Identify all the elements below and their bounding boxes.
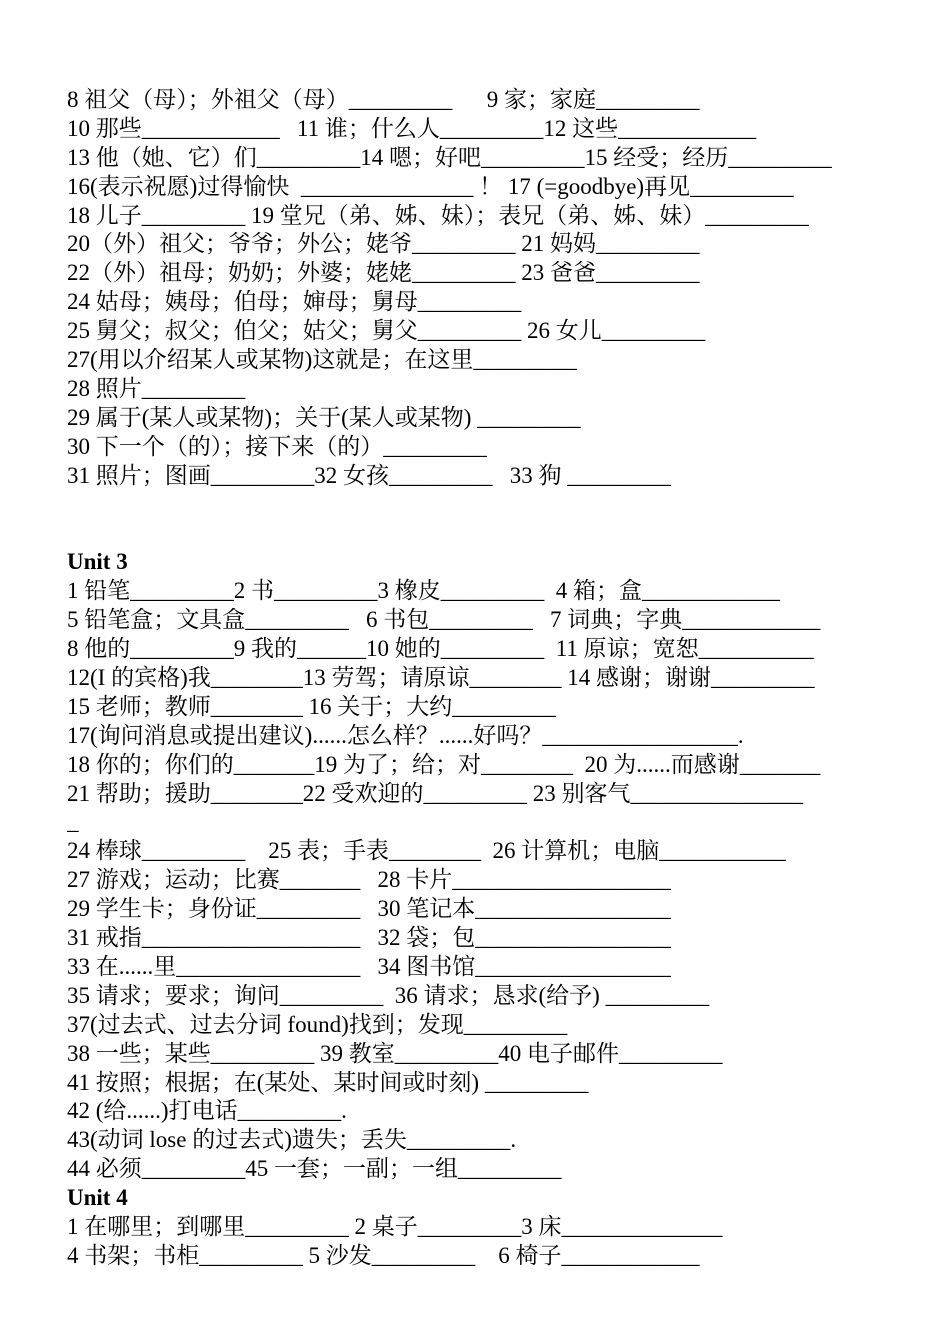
vocabulary-list-unit-2 [67,86,897,490]
vocab-line: 8 他的_________9 我的______10 她的_________ 11 原谅；宽恕__________ [67,636,814,662]
vocab-line: 27 游戏；运动；比赛_______ 28 卡片___________________ [67,867,671,893]
vocab-line: 44 必须_________45 一套；一副；一组_________ [67,1156,562,1182]
vocab-line: 16(表示祝愿)过得愉快 _______________ ！ 17 (=goodbye)再见_________ [67,173,794,199]
vocab-line: 13 他（她、它）们_________14 嗯；好吧_________15 经受；经历_________ [67,144,832,170]
vocab-line: 24 姑母；姨母；伯母；婶母；舅母_________ [67,289,522,315]
vocab-line: 25 舅父；叔父；伯父；姑父；舅父_________ 26 女儿_________ [67,318,706,344]
vocab-line: 41 按照；根据；在(某处、某时间或时刻) _________ [67,1069,589,1095]
vocab-line: 17(询问消息或提出建议)......怎么样？......好吗？_________________. [67,722,744,748]
vocab-line: 38 一些；某些_________ 39 教室_________40 电子邮件_________ [67,1040,723,1066]
vocab-line: 12(I 的宾格)我________13 劳驾；请原谅________ 14 感谢；谢谢_________ [67,665,815,691]
unit-4-heading: Unit 4 [67,1185,128,1211]
vocab-line: 43(动词 lose 的过去式)遗失；丢失_________. [67,1127,517,1153]
vocab-line: _ [67,809,79,835]
vocab-line: 28 照片_________ [67,375,246,401]
vocab-line: 22（外）祖母；奶奶；外婆；姥姥_________ 23 爸爸_________ [67,260,700,286]
vocab-line: 4 书架；书柜_________ 5 沙发_________ 6 椅子____________ [67,1242,700,1268]
section-spacer [67,490,897,548]
vocab-line: 15 老师；教师________ 16 关于；大约_________ [67,693,556,719]
vocab-line: 31 戒指___________________ 32 袋；包_________________ [67,925,671,951]
vocab-line: 33 在......里________________ 34 图书馆_________________ [67,953,671,979]
vocabulary-list-unit-4 [67,1213,897,1271]
vocab-line: 1 铅笔_________2 书_________3 橡皮_________ 4 箱；盒____________ [67,578,780,604]
vocab-line: 29 学生卡；身份证_________ 30 笔记本_________________ [67,896,671,922]
vocab-line: 20（外）祖父；爷爷；外公；姥爷_________ 21 妈妈_________ [67,231,700,257]
vocab-line: 35 请求；要求；询问_________ 36 请求；恳求(给予) _________ [67,982,710,1008]
vocab-line: 31 照片；图画_________32 女孩_________ 33 狗 _________ [67,462,671,488]
vocab-line: 27(用以介绍某人或某物)这就是；在这里_________ [67,347,577,373]
worksheet-page [67,86,897,1271]
vocab-line: 29 属于(某人或某物)；关于(某人或某物) _________ [67,404,581,430]
vocab-line: 8 祖父（母）；外祖父（母）_________ 9 家；家庭_________ [67,87,700,112]
vocab-line: 30 下一个（的）；接下来（的）_________ [67,433,487,459]
vocab-line: 5 铅笔盒；文具盒_________ 6 书包_________ 7 词典；字典____________ [67,607,821,633]
vocabulary-list-unit-3 [67,577,897,1184]
vocab-line: 42 (给......)打电话_________. [67,1098,347,1124]
unit-3-heading: Unit 3 [67,549,128,575]
vocab-line: 10 那些____________ 11 谁；什么人_________12 这些____________ [67,115,757,141]
vocab-line: 37(过去式、过去分词 found)找到；发现_________ [67,1011,568,1037]
vocab-line: 24 棒球_________ 25 表；手表________ 26 计算机；电脑___________ [67,838,786,864]
vocab-line: 1 在哪里；到哪里_________ 2 桌子_________3 床______________ [67,1213,723,1239]
vocab-line: 18 儿子_________ 19 堂兄（弟、姊、妹）；表兄（弟、姊、妹）_________ [67,202,809,228]
vocab-line: 21 帮助；援助________22 受欢迎的_________ 23 别客气_______________ [67,780,803,806]
vocab-line: 18 你的；你们的_______19 为了；给；对________ 20 为......而感谢_______ [67,751,821,777]
